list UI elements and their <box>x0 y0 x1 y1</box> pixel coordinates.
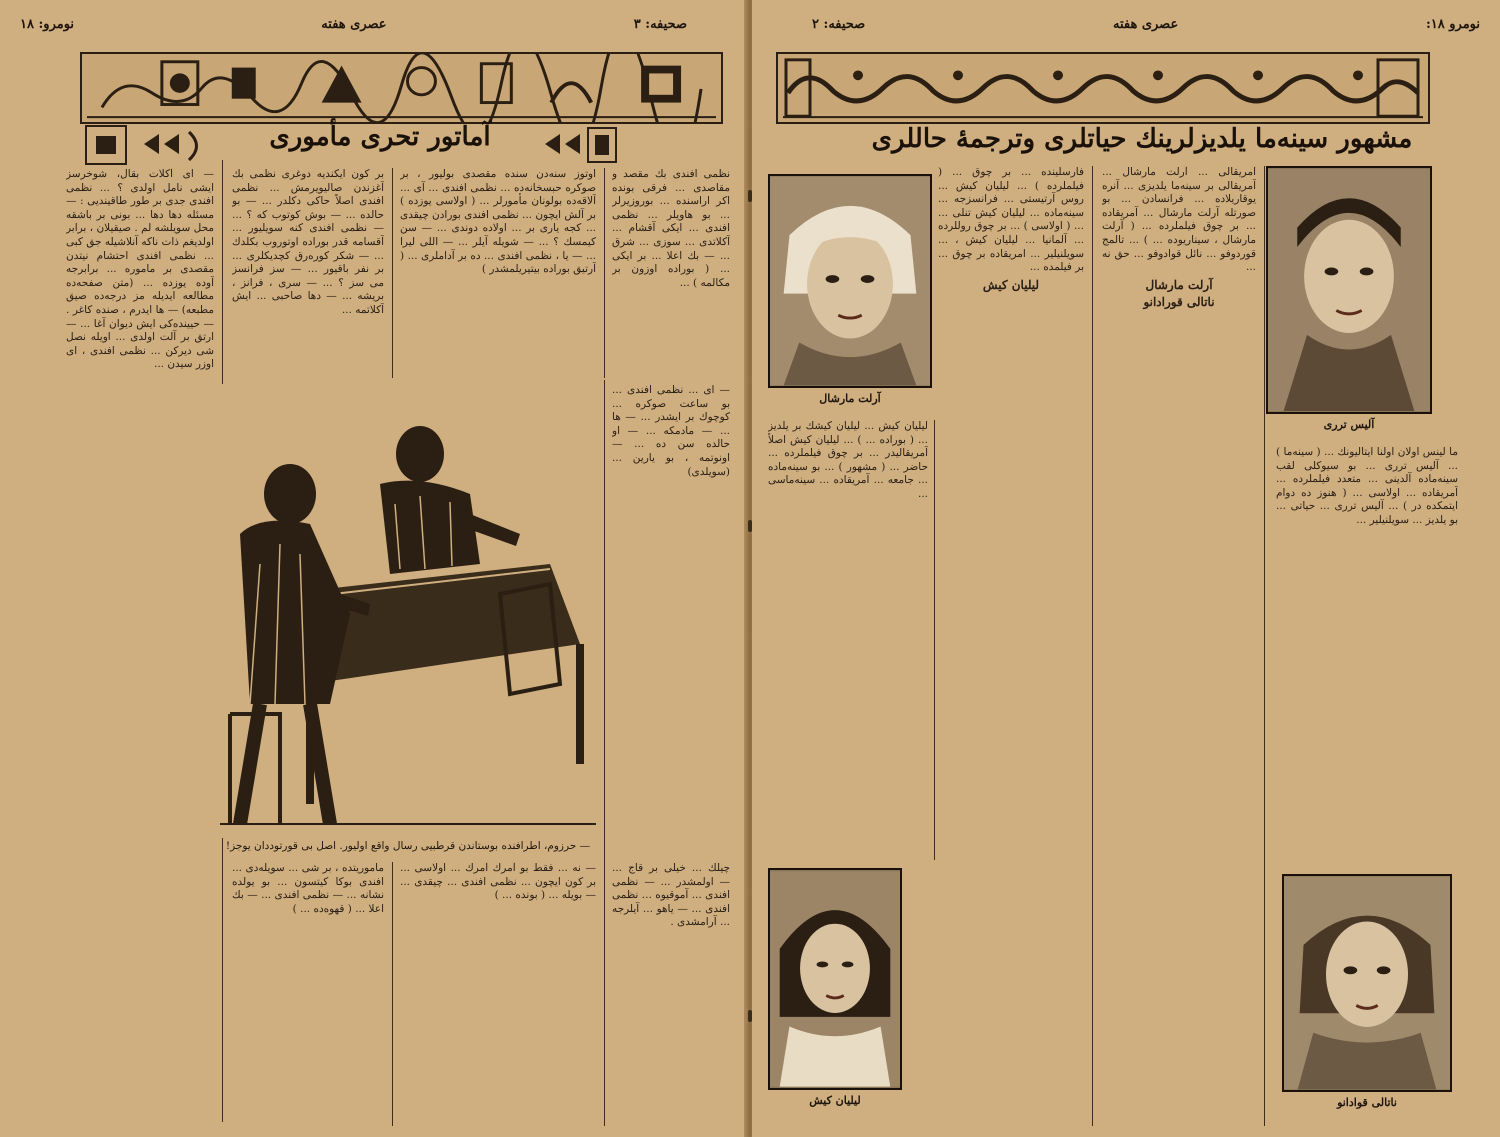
left-running-head <box>20 14 687 34</box>
column-rule <box>604 168 605 378</box>
right-ornamental-banner <box>776 52 1430 124</box>
column-rule <box>392 862 393 1126</box>
right-page <box>752 0 1500 1137</box>
illustration-caption: — حرزوم، اطرافنده بوستاندن قرطبيى رسال واقع اوليور. اصل بى قورتوددان يوجز! <box>225 840 591 852</box>
right-column-3-text: فارسلينده ... بر چوق ... ( فيلملرده ) ... ليليان كيش ... روس آرتيستى ... فرانسزجه ... سينه‌ماده ... ليليان كيش تنلى ... ... ( اولاسى ) ... بر چوق روللرده ... آلمانيا ... ليليان كيش ، ... سويلنيلير ... امريقاده بر چوق ... بر فيلمده ... <box>938 166 1084 274</box>
photo-natalie-kovanko <box>1282 874 1452 1092</box>
right-article-column-4: ليليان كيش ... ليليان كيشك بر يلديز ... ( بوراده ... ) ... ليليان كيش اصلاً آمريقاليدر ... بر چوق فيلملرده ... حاضر ... ( مشهور ) ... بو سينه‌ماده ... جامعه ... آمريقاده ... سينه‌ماسى ... <box>768 420 928 500</box>
caption-alice-terry: آليس تررى <box>1323 418 1375 431</box>
photo-arlette-marshall <box>768 174 932 388</box>
right-article-column-1: ما لينس اولان اولنا ايتاليونك ... ( سينه‌ما ) ... آليس تررى ... بو سيوكلى لقب سينه‌ماده آلدينى ... متعدد فيلملرده ... آمريقاده ... اولاسى ... ( هنوز ده دوام ايتمكده در ) ... آليس تررى ... حياتى ... بو يلديز ... سويلنيلير ... <box>1276 446 1458 526</box>
subhead-natalie: ناتالى قورادانو <box>1143 295 1215 310</box>
left-article-column-3: بر كون ايكنديه دوغرى نظمى بك آغزندن صاليويرمش ... نظمى افندى اصلاً حاكى دكلدر ... — بو حالده ... — بوش كوتوب كه ؟ ... — نظمى افندى كنه سويليور ... آقسامه قدر بوراده اوتوروب بكلدك ... — شكر كوره‌رق كچديكلرى ... بر نفر باقيور ... — سز فرانسز مى سز ؟ ... — سرى ، فرانز ، بريشه ... — دها صاحبى ... ايش آكلاتمه ... <box>232 168 384 316</box>
right-article-title: مشهور سينه‌ما يلديزلرينك حياتلرى وترجمهٔ حاللرى <box>871 124 1413 154</box>
left-ornamental-banner <box>80 52 723 124</box>
left-journal-name: عصرى هفته <box>321 16 387 32</box>
left-article-column-8: — اى ... نظمى افندى ... بو ساعت صوكره ... كوچوك بر ايشدر ... — ها ... — مادمكه ... — او حالده سن ده ... — اونوتمه ، بو يارين ... (سويلدى) <box>612 384 730 478</box>
detective-illustration <box>220 384 596 838</box>
right-column-2-text: آمريقالى ... آرلت مارشال ... آمريقالى بر سينه‌ما يلديزى ... آنره يوقاريلاده ... فرانسادن ... بو صورتله آرلت مارشال ... آمريقاده ... بر چوق فيلملرده ... ( آرلت مارشال ، سيناريوده ... ) ... تالمج قوردوفو ... نائل قوادوفو ... حق نه ... <box>1102 166 1256 274</box>
photo-lilian-gish <box>768 868 902 1090</box>
left-article-column-1: نظمى افندى بك مقصد و مقاصدى ... فرقى بونده اكر اراسنده ... بوروزيرلر ... بو هاويلر ... نظمى افندى ... ايكى آقشام ... آكلاتدى ... سوزى ... شرق ... — بك اعلا ... بر ايكى ... ( بوراده اوزون بر مكالمه ) ... <box>612 168 730 289</box>
left-vignette-ornament <box>84 124 214 168</box>
column-rule <box>392 168 393 378</box>
column-rule <box>934 420 935 860</box>
photo-alice-terry <box>1266 166 1432 414</box>
caption-arlette-marshall: آرلت مارشال <box>819 392 881 405</box>
left-page <box>0 0 748 1137</box>
left-issue-number: نومرو: ١٨ <box>20 16 75 32</box>
right-page-number: صحيفه: ٢ <box>812 16 866 32</box>
right-journal-name: عصرى هفته <box>1112 16 1179 32</box>
column-rule <box>604 380 605 1126</box>
right-running-head <box>812 14 1480 34</box>
caption-natalie-kovanko: ناتالى قوادانو <box>1337 1096 1397 1109</box>
subhead-lilian: ليليان كيش <box>982 277 1040 292</box>
left-article-column-4: — اى آكلات بقال، شوخرسز ايشى نامل اولدى ؟ ... نظمى افندى جدى بر طور طاقينديى : — مسئله دها دها ... بونى بر باشقه محل سويلشه لم . صيقيلان ، برابر اولديغم ذات ناكه آنلاشيله جق كبى ... نظمى افندى احتشام نيتدن مقصدى بر ماموره ... برابرجه آوده يوزده ... (متن صفحه‌ده مطالعه ايديله مز درجه‌ده صيق مطبعه) — ها ايدرم ، صنده كاغر . — حيينده‌كى ايش ديوان آغا ... — ارتق بر آلت اولدى ... اويله نصل شى ديركن ... نظمى افندى ، اى اوزر سيدن ... <box>66 168 214 371</box>
caption-lilian-gish: ليليان كيش <box>809 1094 861 1107</box>
column-rule <box>1092 166 1093 1126</box>
right-issue-number: نومرو ١٨: <box>1425 16 1480 32</box>
column-rule <box>1264 166 1265 1126</box>
right-article-column-3 <box>938 166 1084 1126</box>
left-article-column-2: اوتوز سنه‌دن سنده مقصدى بوليور ، بر صوكره حبسخانه‌ده ... نظمى افندى ... آى ... آلاقه‌ده بولونان مأمورلر ... ( اولاسى يوزده ) بر آلش ايچون ... نظمى افندى بورادن چيقدى ... كجه يارى بر ... اولاده دوندى ... — سن كيمسك ؟ ... — شويله آيلر ... — اللى ليرا ... — يا ، نظمى افندى ... ده بر آداملرى ... ( آرتيق بوراده بيتيريلمشدر ) <box>400 168 596 276</box>
left-article-column-5: چيلك ... خيلى بر قاج ... — اولمشدر ... — نظمى افندى ... آموقيوه ... نظمى افندى ... — ياهو ... آيلرجه ... آرامشدى . <box>612 862 730 929</box>
left-vignette-ornament-2 <box>540 124 620 168</box>
left-article-title: آماتور تحرى مأمورى <box>269 122 491 152</box>
subhead-arlette: آرلت مارشال <box>1145 277 1213 292</box>
left-article-column-6: — نه ... فقط بو آمرك آمرك ... اولاسى ... بر كون ايچون ... نظمى افندى ... چيقدى ... — بويله ... ( بونده ... ) <box>400 862 596 902</box>
right-article-column-2 <box>1102 166 1256 1126</box>
left-page-number: صحيفه: ٣ <box>633 16 687 32</box>
left-article-column-7: ماموريتده ، بر شى ... سويله‌دى ... افندى بوكا كيتسون ... بو يولده نشانه ... — نظمى افندى ... — بك اعلا ... ( قهوه‌ده ... ) <box>232 862 384 915</box>
